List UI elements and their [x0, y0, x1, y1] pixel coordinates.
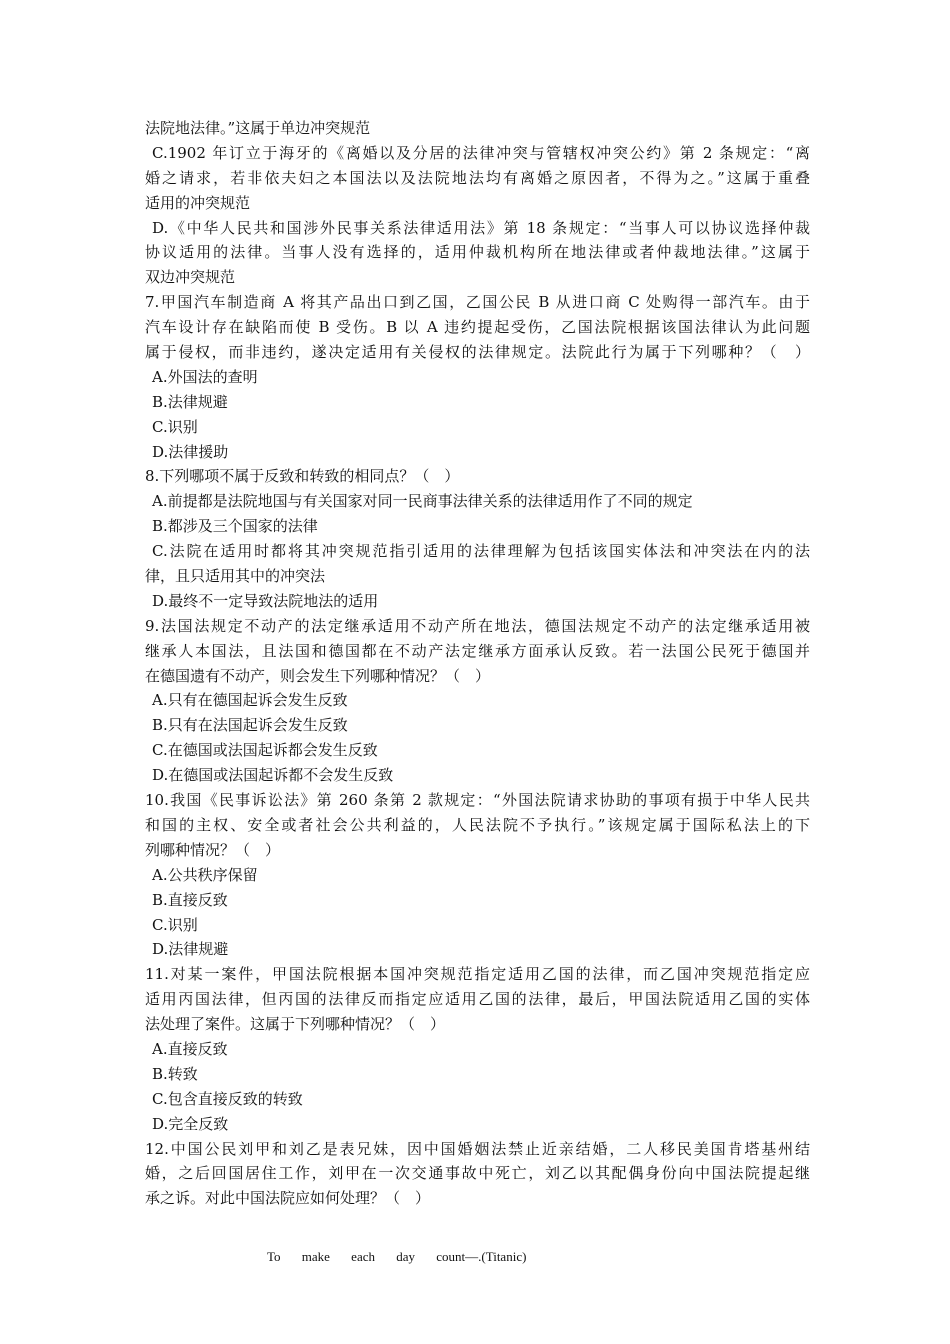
text-line: D.法律规避	[152, 940, 229, 959]
text-line: 7.甲国汽车制造商 A 将其产品出口到乙国，乙国公民 B 从进口商 C 处购得一部汽车。由于	[145, 293, 810, 312]
text-line: C.法院在适用时都将其冲突规范指引适用的法律理解为包括该国实体法和冲突法在内的法	[152, 542, 810, 561]
text-line: 属于侵权，而非违约，遂决定适用有关侵权的法律规定。法院此行为属于下列哪种？（ ）	[145, 343, 810, 362]
text-line: 婚，之后回国居住工作，刘甲在一次交通事故中死亡，刘乙以其配偶身份向中国法院提起继	[145, 1164, 810, 1183]
text-line: A.前提都是法院地国与有关国家对同一民商事法律关系的法律适用作了不同的规定	[152, 492, 693, 511]
text-line: A.只有在德国起诉会发生反致	[152, 691, 348, 710]
text-line: 8.下列哪项不属于反致和转致的相同点？（ ）	[145, 467, 460, 486]
text-line: 12.中国公民刘甲和刘乙是表兄妹，因中国婚姻法禁止近亲结婚，二人移民美国肯塔基州结	[145, 1139, 810, 1158]
text-line: 婚之请求，若非依夫妇之本国法以及法院地法均有离婚之原因者，不得为之。”这属于重叠	[145, 168, 810, 187]
text-line: B.转致	[152, 1064, 198, 1083]
text-line: 适用的冲突规范	[145, 193, 251, 212]
text-line: B.法律规避	[152, 392, 228, 411]
text-line: 和国的主权、安全或者社会公共利益的，人民法院不予执行。”该规定属于国际私法上的下	[145, 815, 810, 834]
text-line: 列哪种情况？（ ）	[145, 840, 281, 859]
text-line: A.直接反致	[152, 1039, 228, 1058]
text-line: 9.法国法规定不动产的法定继承适用不动产所在地法，德国法规定不动产的法定继承适用被	[145, 616, 810, 635]
text-line: 律，且只适用其中的冲突法	[145, 567, 326, 586]
text-line: A.公共秩序保留	[152, 865, 258, 884]
text-line: B.直接反致	[152, 890, 228, 909]
text-line: 继承人本国法，且法国和德国都在不动产法定继承方面承认反致。若一法国公民死于德国并	[145, 641, 810, 660]
document-body	[145, 116, 810, 1211]
text-line: D.完全反致	[152, 1114, 229, 1133]
text-line: C.包含直接反致的转致	[152, 1089, 303, 1108]
text-line: 11.对某一案件，甲国法院根据本国冲突规范指定适用乙国的法律，而乙国冲突规范指定应	[145, 965, 810, 984]
text-line: D.最终不一定导致法院地法的适用	[152, 591, 379, 610]
text-line: B.只有在法国起诉会发生反致	[152, 716, 348, 735]
text-line: 承之诉。对此中国法院应如何处理？（ ）	[145, 1189, 431, 1208]
text-line: 汽车设计存在缺陷而使 B 受伤。B 以 A 违约提起受伤，乙国法院根据该国法律认为此问题	[145, 318, 810, 337]
text-line: 法处理了案件。这属于下列哪种情况？（ ）	[145, 1015, 446, 1034]
text-line: 在德国遗有不动产，则会发生下列哪种情况？（ ）	[145, 666, 491, 685]
text-line: D.在德国或法国起诉都不会发生反致	[152, 766, 394, 785]
text-line: D.《中华人民共和国涉外民事关系法律适用法》第 18 条规定：“当事人可以协议选择仲裁	[152, 218, 810, 237]
text-line: C.在德国或法国起诉都会发生反致	[152, 741, 378, 760]
text-line: C.1902 年订立于海牙的《离婚以及分居的法律冲突与管辖权冲突公约》第 2 条规定：“离	[152, 143, 810, 162]
text-line: B.都涉及三个国家的法律	[152, 517, 318, 536]
text-line: A.外国法的查明	[152, 367, 258, 386]
text-line: C.识别	[152, 915, 198, 934]
text-line: 双边冲突规范	[145, 268, 236, 287]
text-line: 10.我国《民事诉讼法》第 260 条第 2 款规定：“外国法院请求协助的事项有损于中华人民共	[145, 791, 810, 810]
text-line: 法院地法律。”这属于单边冲突规范	[145, 119, 371, 137]
text-line: D.法律援助	[152, 442, 229, 461]
text-line: 协议适用的法律。当事人没有选择的，适用仲裁机构所在地法律或者仲裁地法律。”这属于	[145, 243, 810, 262]
text-line: 适用丙国法律，但丙国的法律反而指定应适用乙国的法律，最后，甲国法院适用乙国的实体	[145, 990, 810, 1009]
text-line: C.识别	[152, 417, 198, 436]
page-footer: To make each day count—.(Titanic)	[267, 1249, 527, 1264]
